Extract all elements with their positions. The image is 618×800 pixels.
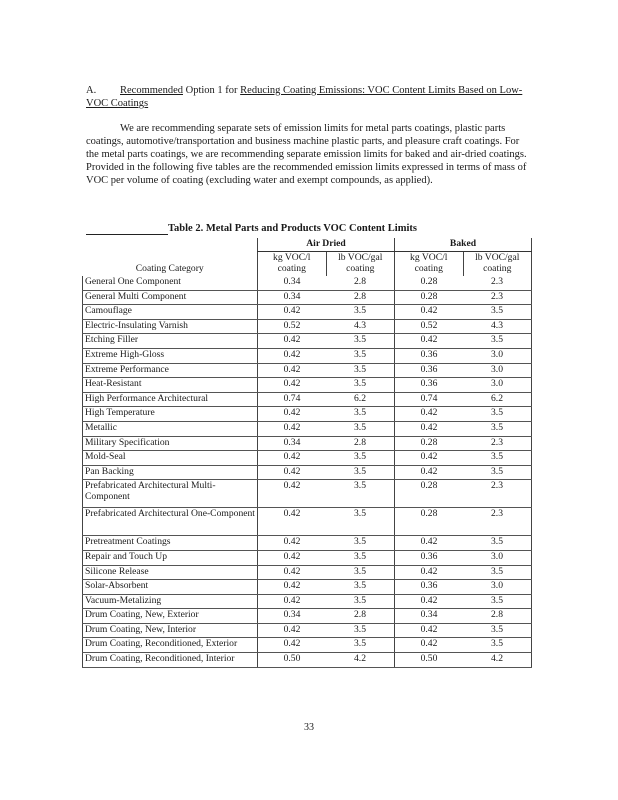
baked-lb-cell: 3.5 — [463, 565, 532, 580]
page-number: 33 — [304, 722, 314, 733]
table-row — [83, 436, 532, 451]
category-cell: Repair and Touch Up — [83, 550, 258, 565]
baked-kg-cell: 0.34 — [395, 609, 464, 624]
air-kg-cell: 0.42 — [258, 465, 327, 480]
baked-lb-cell: 2.3 — [463, 276, 532, 290]
category-cell: Drum Coating, Reconditioned, Interior — [83, 653, 258, 668]
table-row — [83, 363, 532, 378]
category-cell: Heat-Resistant — [83, 378, 258, 393]
baked-lb-cell: 4.3 — [463, 319, 532, 334]
air-lb-cell: 3.5 — [326, 623, 395, 638]
baked-kg-header: kg VOC/l coating — [410, 252, 448, 274]
baked-lb-header: lb VOC/gal coating — [463, 252, 532, 277]
air-lb-cell: 3.5 — [326, 465, 395, 480]
table-row — [83, 536, 532, 551]
air-kg-cell: 0.42 — [258, 480, 327, 508]
air-lb-cell: 4.2 — [326, 653, 395, 668]
air-kg-cell: 0.42 — [258, 421, 327, 436]
section-heading — [86, 84, 536, 110]
baked-lb-cell: 3.5 — [463, 638, 532, 653]
baked-lb-cell: 2.3 — [463, 436, 532, 451]
table-row — [83, 623, 532, 638]
air-lb-cell: 3.5 — [326, 421, 395, 436]
category-cell: High Performance Architectural — [83, 392, 258, 407]
table-row — [83, 392, 532, 407]
baked-kg-cell: 0.42 — [395, 334, 464, 349]
baked-lb-cell: 3.0 — [463, 348, 532, 363]
table-row — [83, 305, 532, 320]
heading-voc-limits: : VOC Content Limits Based on Low-VOC Coatings — [86, 85, 523, 109]
baked-kg-cell: 0.28 — [395, 276, 464, 290]
baked-kg-cell: 0.42 — [395, 305, 464, 320]
baked-lb-cell: 3.5 — [463, 334, 532, 349]
air-lb-header: lb VOC/gal coating — [326, 252, 395, 277]
category-cell: General Multi Component — [83, 290, 258, 305]
baked-lb-cell: 3.5 — [463, 465, 532, 480]
air-dried-header: Air Dried — [258, 238, 395, 252]
table-row — [83, 290, 532, 305]
baked-kg-cell: 0.42 — [395, 407, 464, 422]
air-kg-cell: 0.42 — [258, 378, 327, 393]
baked-kg-cell: 0.36 — [395, 378, 464, 393]
heading-option-text: Option 1 for — [182, 85, 241, 96]
air-kg-cell: 0.42 — [258, 580, 327, 595]
air-kg-cell: 0.42 — [258, 363, 327, 378]
air-kg-cell: 0.42 — [258, 508, 327, 536]
baked-kg-cell: 0.42 — [395, 638, 464, 653]
air-lb-cell: 3.5 — [326, 550, 395, 565]
baked-kg-cell: 0.42 — [395, 451, 464, 466]
table-row — [83, 480, 532, 508]
baked-lb-cell: 6.2 — [463, 392, 532, 407]
baked-kg-cell: 0.42 — [395, 594, 464, 609]
category-cell: Pan Backing — [83, 465, 258, 480]
category-cell: Prefabricated Architectural Multi-Component — [83, 480, 258, 508]
category-cell: Drum Coating, Reconditioned, Exterior — [83, 638, 258, 653]
baked-lb-cell: 3.0 — [463, 580, 532, 595]
air-lb-cell: 3.5 — [326, 638, 395, 653]
air-kg-cell: 0.42 — [258, 638, 327, 653]
category-cell: Military Specification — [83, 436, 258, 451]
baked-kg-cell: 0.42 — [395, 465, 464, 480]
baked-lb-cell: 3.5 — [463, 407, 532, 422]
air-kg-cell: 0.42 — [258, 334, 327, 349]
table-row — [83, 638, 532, 653]
intro-paragraph: We are recommending separate sets of emission limits for metal parts coatings, plastic parts coatings, automotive/transportation and business machine plastic parts, and pleasure craft coatings. For the metal parts coatings, we are recommending separate emission limits for baked and air-dried coatings. Provided in the following five tables are the recommended emission limits expressed in terms of mass of VOC per volume of coating (excluding water and exempt compounds, as applied). — [86, 123, 527, 186]
baked-lb-cell: 3.0 — [463, 550, 532, 565]
baked-lb-cell: 2.3 — [463, 508, 532, 536]
air-lb-cell: 3.5 — [326, 480, 395, 508]
air-kg-cell: 0.42 — [258, 407, 327, 422]
section-letter: A. — [86, 85, 97, 96]
baked-kg-cell: 0.52 — [395, 319, 464, 334]
category-cell: Prefabricated Architectural One-Component — [83, 508, 258, 536]
baked-lb-cell: 3.0 — [463, 378, 532, 393]
category-cell: Solar-Absorbent — [83, 580, 258, 595]
air-lb-cell: 2.8 — [326, 609, 395, 624]
heading-recommended: Recommended — [120, 85, 183, 96]
air-kg-cell: 0.52 — [258, 319, 327, 334]
category-header: Coating Category — [135, 263, 204, 274]
air-kg-cell: 0.42 — [258, 451, 327, 466]
table-row — [83, 334, 532, 349]
baked-lb-cell: 3.5 — [463, 305, 532, 320]
baked-kg-cell: 0.50 — [395, 653, 464, 668]
baked-kg-cell: 0.42 — [395, 536, 464, 551]
air-lb-cell: 3.5 — [326, 378, 395, 393]
air-lb-cell: 3.5 — [326, 334, 395, 349]
table-row — [83, 508, 532, 536]
air-lb-cell: 3.5 — [326, 594, 395, 609]
category-cell: Electric-Insulating Varnish — [83, 319, 258, 334]
baked-kg-cell: 0.36 — [395, 550, 464, 565]
table-row — [83, 609, 532, 624]
air-lb-cell: 3.5 — [326, 508, 395, 536]
voc-limits-table — [82, 238, 532, 668]
baked-kg-cell: 0.36 — [395, 580, 464, 595]
category-cell: Metallic — [83, 421, 258, 436]
air-kg-cell: 0.50 — [258, 653, 327, 668]
category-cell: Extreme Performance — [83, 363, 258, 378]
table-row — [83, 378, 532, 393]
baked-kg-cell: 0.28 — [395, 436, 464, 451]
air-kg-cell: 0.42 — [258, 305, 327, 320]
air-lb-cell: 3.5 — [326, 305, 395, 320]
table-row — [83, 653, 532, 668]
category-cell: General One Component — [83, 276, 258, 290]
category-cell: Mold-Seal — [83, 451, 258, 466]
air-lb-cell: 3.5 — [326, 363, 395, 378]
baked-lb-cell: 3.5 — [463, 451, 532, 466]
air-kg-header: kg VOC/l coating — [258, 252, 327, 277]
air-lb-cell: 3.5 — [326, 536, 395, 551]
baked-lb-cell: 3.5 — [463, 623, 532, 638]
table-body — [83, 276, 532, 667]
table-caption: Table 2. Metal Parts and Products VOC Content Limits — [168, 223, 417, 234]
baked-kg-cell: 0.42 — [395, 565, 464, 580]
baked-kg-cell: 0.42 — [395, 421, 464, 436]
category-cell: Extreme High-Gloss — [83, 348, 258, 363]
category-cell: Etching Filler — [83, 334, 258, 349]
baked-header: Baked — [395, 238, 532, 252]
air-kg-cell: 0.34 — [258, 609, 327, 624]
baked-lb-cell: 2.8 — [463, 609, 532, 624]
category-cell: Drum Coating, New, Exterior — [83, 609, 258, 624]
air-lb-cell: 2.8 — [326, 276, 395, 290]
air-lb-cell: 3.5 — [326, 407, 395, 422]
air-kg-cell: 0.42 — [258, 594, 327, 609]
air-lb-cell: 6.2 — [326, 392, 395, 407]
baked-kg-cell: 0.28 — [395, 508, 464, 536]
baked-kg-cell: 0.36 — [395, 348, 464, 363]
baked-kg-cell: 0.42 — [395, 623, 464, 638]
table-row — [83, 319, 532, 334]
air-kg-cell: 0.34 — [258, 436, 327, 451]
baked-lb-cell: 3.0 — [463, 363, 532, 378]
table-row — [83, 465, 532, 480]
baked-lb-cell: 4.2 — [463, 653, 532, 668]
caption-rule — [86, 234, 168, 235]
air-lb-cell: 3.5 — [326, 580, 395, 595]
air-lb-cell: 2.8 — [326, 436, 395, 451]
table-row — [83, 348, 532, 363]
category-cell: Drum Coating, New, Interior — [83, 623, 258, 638]
air-lb-cell: 2.8 — [326, 290, 395, 305]
table-row — [83, 407, 532, 422]
category-cell: Pretreatment Coatings — [83, 536, 258, 551]
table-row — [83, 565, 532, 580]
air-lb-cell: 3.5 — [326, 565, 395, 580]
air-kg-cell: 0.42 — [258, 565, 327, 580]
air-kg-cell: 0.42 — [258, 536, 327, 551]
table-row — [83, 276, 532, 290]
table-row — [83, 550, 532, 565]
baked-kg-cell: 0.36 — [395, 363, 464, 378]
air-kg-cell: 0.42 — [258, 348, 327, 363]
air-lb-cell: 3.5 — [326, 348, 395, 363]
air-lb-cell: 4.3 — [326, 319, 395, 334]
air-kg-cell: 0.42 — [258, 623, 327, 638]
air-kg-cell: 0.74 — [258, 392, 327, 407]
air-kg-cell: 0.34 — [258, 290, 327, 305]
air-lb-cell: 3.5 — [326, 451, 395, 466]
table-row — [83, 594, 532, 609]
baked-lb-cell: 3.5 — [463, 536, 532, 551]
category-cell: High Temperature — [83, 407, 258, 422]
air-kg-cell: 0.34 — [258, 276, 327, 290]
air-kg-cell: 0.42 — [258, 550, 327, 565]
table-row — [83, 451, 532, 466]
baked-lb-cell: 2.3 — [463, 290, 532, 305]
table-row — [83, 580, 532, 595]
baked-kg-cell: 0.28 — [395, 480, 464, 508]
baked-kg-cell: 0.74 — [395, 392, 464, 407]
baked-lb-cell: 3.5 — [463, 594, 532, 609]
category-cell: Vacuum-Metalizing — [83, 594, 258, 609]
baked-lb-cell: 3.5 — [463, 421, 532, 436]
category-cell: Silicone Release — [83, 565, 258, 580]
category-cell: Camouflage — [83, 305, 258, 320]
table-row — [83, 421, 532, 436]
baked-lb-cell: 2.3 — [463, 480, 532, 508]
baked-kg-cell: 0.28 — [395, 290, 464, 305]
heading-reducing-emissions: Reducing Coating Emissions — [240, 85, 363, 96]
